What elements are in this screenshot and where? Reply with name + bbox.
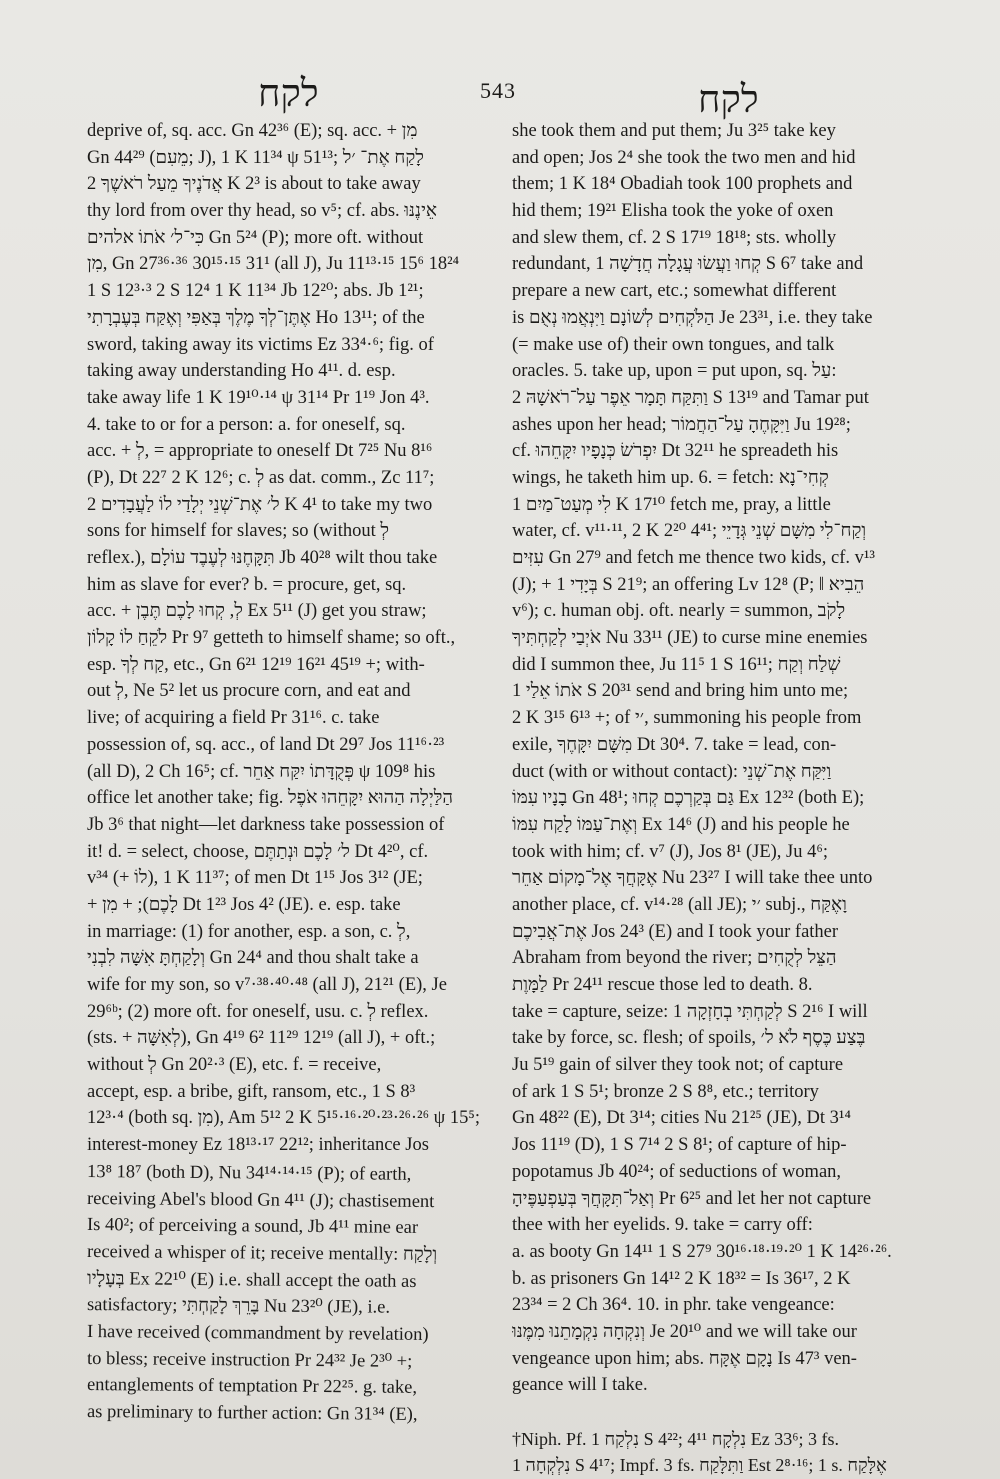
left-column-line: 4. take to or for a person: a. for oneself, sq. [87,414,406,435]
right-column-line: (J); + בְּיָדִי 1 S 21⁹; an offering Lv 12⁸ (P; ‖ הֵבִיא [512,574,865,595]
left-column-line: esp. קַח לְךָ, etc., Gn 6²¹ 12¹⁹ 16²¹ 45¹⁹ +; with- [87,654,425,675]
right-column-line: prepare a new cart, etc.; somewhat different [512,281,837,302]
left-column-line: satisfactory; בָּרֵךְ לָקַחְתִּי Nu 23²⁰ (JE), i.e. [86,1295,391,1318]
left-column-line: אֶתֶּן־לְךָ מֶלֶךְ בְּאַפִּי וְאֶקַּח בְּעֶבְרָתִי Ho 13¹¹; of the [87,307,425,328]
right-column-line: geance will I take. [512,1375,648,1396]
left-column-line: I have received (commandment by revelation) [86,1321,429,1345]
right-column-line: a. as booty Gn 14¹¹ 1 S 27⁹ 30¹⁶·¹⁸·¹⁹·²⁰ 1 K 14²⁶·²⁶. [512,1241,892,1262]
left-column-line: interest-money Ez 18¹³·¹⁷ 22¹²; inheritance Jos [87,1135,429,1156]
right-column-line: Ju 5¹⁹ gain of silver they took not; of capture [512,1055,844,1076]
left-column-line: acc. + לְ, = appropriate to oneself Dt 7²⁵ Nu 8¹⁶ [87,441,433,462]
right-column-line: ashes upon her head; וַיִּקָּחֶהָ עַל־הַחֲמוֹר Ju 19²⁸; [512,414,851,435]
right-column-line: exile, מִשָּׁם יִקָּחֶךָ Dt 30⁴. 7. take = lead, con- [512,734,837,755]
left-column-line: deprive of, sq. acc. Gn 42³⁶ (E); sq. acc. + מִן [87,121,418,141]
right-column-line: and open; Jos 2⁴ she took the two men and hid [512,147,856,168]
right-column-line: בָנָיו עִמּוֹ Gn 48¹; גַּם בְּקַרְכֶם קְחוּ Ex 12³² (both E); [512,788,865,809]
left-column-line: (sts. + לְאִשָּׁה), Gn 4¹⁹ 6² 11²⁹ 12¹⁹ (all J), + oft.; [87,1028,436,1049]
right-column-line: לַמָּוֶת Pr 24¹¹ rescue those led to death. 8. [512,975,813,995]
left-column-line: Is 40²; of perceiving a sound, Jb 4¹¹ mine ear [86,1215,419,1239]
right-column-line: אֹיְבַי לְקַחְתִּיךָ Nu 33¹¹ (JE) to curse mine enemies [512,628,868,649]
right-column-line: (= make use of) their own tongues, and talk [512,334,835,355]
right-column-line: of ark 1 S 5¹; bronze 2 S 8⁸, etc.; territory [512,1081,819,1102]
right-column-line: redundant, קְחוּ וַעֲשׂוּ עֲגָלָה חֲדָשָׁה 1 S 6⁷ take and [512,254,864,275]
right-column-line: water, cf. v¹¹·¹¹, 2 K 2²⁰ 4⁴¹; וְקַח־לִי מִשָּׁם שְׁנֵי גְּדָיֵי [512,521,867,542]
right-column-line: take = capture, seize: לְקַחְתִּי בְחָזְקָה 1 S 2¹⁶ I will [512,1001,868,1022]
right-column-line: b. as prisoners Gn 14¹² 2 K 18³² = Is 36¹⁷, 2 K [512,1268,851,1289]
right-column-line: Gn 48²² (E), Dt 3¹⁴; cities Nu 21²⁵ (JE), Dt 3¹⁴ [512,1108,851,1129]
right-column-line: did I summon thee, Ju 11⁵ 1 S 16¹¹; שְׁלַח וְקַח [512,654,841,675]
right-column-line: them; 1 K 18⁴ Obadiah took 100 prophets and [512,174,853,195]
left-column-line: him as slave for ever? b. = procure, get, sq. [87,574,407,595]
right-column-line: Abraham from beyond the river; הַצֵּל לְקֻחִים [512,948,837,969]
right-column-line: אֶת־אֲבִיכֶם Jos 24³ (E) and I took your father [512,921,839,942]
right-column-line: take by force, sc. flesh; of spoils, בֶּצַע כֶּסֶף לֹא ל׳ [512,1028,866,1049]
right-column-line: she took them and put them; Ju 3²⁵ take key [512,121,836,141]
right-column-line: עִזִּים Gn 27⁹ and fetch me thence two kids, cf. v¹³ [512,548,875,568]
right-column-line: is הַלֹּקְחִים לְשׁוֹנָם וַיִּנְאֲמוּ נְאֻם Je 23³¹, i.e. they take [512,307,873,328]
right-column-line [512,1399,912,1426]
left-column-line: sons for himself for slaves; so (without לְ [87,521,390,542]
running-head-left: לקח [258,73,319,115]
right-column-line: וַתִּקַּח תָּמָר אֵפֶר עַל־רֹאשָׁהּ 2 S 13¹⁹ and Tamar put [512,387,869,408]
left-column-line: as preliminary to further action: Gn 31³⁴ (E), [86,1402,418,1425]
left-column-line: thy lord from over thy head, so v⁵; cf. abs. אֵינֶנּוּ [87,201,438,222]
right-column-line: vengeance upon him; abs. נָקָם אֶקָּח Is 47³ ven- [512,1348,857,1369]
left-column-line: וְלָקַחְתָּ אִשָּׁה לִבְנִי Gn 24⁴ and thou shalt take a [87,948,419,969]
right-column-line: and slew them, cf. 2 S 17¹⁹ 18¹⁸; sts. wholly [512,227,837,248]
left-column-line: 29⁶ᵇ; (2) more oft. for oneself, usu. c. לְ reflex. [87,1001,429,1022]
right-column-line: oracles. 5. take up, upon = put upon, sq. עַל: [512,361,837,382]
left-column-line: ל׳ אֶת־שְׁנֵי יְלָדַי לוֹ לַעֲבָדִים 2 K 4¹ to take my two [87,494,433,515]
left-column-line: (P), Dt 22⁷ 2 K 12⁶; c. לְ as dat. comm., Zc 11⁷; [87,467,435,488]
left-column-line: כִּי־ל׳ אֹתוֹ אלהים Gn 5²⁴ (P); more oft. without [87,227,424,248]
page-number: 543 [480,78,516,103]
left-column-line: in marriage: (1) for another, esp. a son, c. לְ, [87,921,411,942]
left-column-line: + לָכֶם); + מִן Dt 1²³ Jos 4² (JE). e. esp. take [87,894,401,915]
right-column-line: †Niph. Pf. נִלְקַח 1 S 4²²; נִלְקָח 4¹¹ Ez 33⁶; 3 fs. [512,1428,840,1449]
right-column-line: 2 K 3¹⁵ 6¹³ +; of ׳י, summoning his people from [512,708,862,729]
right-column-line: נִלְקְחָה 1 S 4¹⁷; Impf. 3 fs. וַתִּלָּקַח Est 2⁸·¹⁶; 1 s. אֶלָּקַח [512,1455,887,1476]
left-column-line: v³⁴ (+ לוֹ), 1 K 11³⁷; of men Dt 1¹⁵ Jos 3¹² (JE; [87,868,423,889]
left-column-line: reflex.), תִּקָּחֶנּוּ לְעֶבֶד עוֹלָם Jb 40²⁸ wilt thou take [87,548,438,568]
right-column-line: v⁶); c. human obj. oft. nearly = summon, לָקֹב [512,601,846,622]
left-column-line: Gn 44²⁹ (מֵעִם; J), 1 K 11³⁴ ψ 51¹³; לָקַח אֶת־ ׳ל [87,147,424,168]
right-column-line: אֹתוֹ אֵלַי 1 S 20³¹ send and bring him unto me; [512,681,849,702]
left-column-line: מִן, Gn 27³⁶·³⁶ 30¹⁵·¹⁵ 31¹ (all J), Ju 11¹³·¹⁵ 15⁶ 18²⁴ [87,254,460,275]
left-column-line: without לְ Gn 20²·³ (E), etc. f. = receive, [87,1055,382,1076]
left-column-line: לֹקֵחַ לוֹ קָלוֹן Pr 9⁷ getteth to himself shame; so oft., [87,628,456,649]
left-column-line: בְּעָלָיו Ex 22¹⁰ (E) i.e. shall accept the oath as [86,1268,417,1292]
right-column-line: Jos 11¹⁹ (D), 1 S 7¹⁴ 2 S 8¹; of capture of hip- [512,1135,847,1156]
left-column-line: received a whisper of it; receive mentally: וְלָקַח [86,1241,438,1265]
running-head-right: לקח [698,79,759,121]
left-column-line: wife for my son, so v⁷·³⁸·⁴⁰·⁴⁸ (all J), 21²¹ (E), Je [87,975,447,995]
left-column-line: it! d. = select, choose, ל׳ לָכֶם וּנְתַתֶּם Dt 4²⁰, cf. [87,841,429,862]
right-column-line: popotamus Jb 40²⁴; of seductions of woman, [512,1161,842,1182]
left-column-line: entanglements of temptation Pr 22²⁵. g. take, [86,1375,418,1399]
left-column-line: accept, esp. a bribe, gift, ransom, etc., 1 S 8³ [87,1081,416,1102]
right-column-line: cf. יִפְרֹשׂ כְּנָפָיו יִקָּחֵהוּ Dt 32¹¹ he spreadeth his [512,441,839,462]
left-column-line: to bless; receive instruction Pr 24³² Je 2³⁰ +; [86,1348,413,1372]
right-column-line: wings, he taketh him up. 6. = fetch: קְחִי־נָא [512,467,829,488]
left-column-line: 13⁸ 18⁷ (both D), Nu 34¹⁴·¹⁴·¹⁵ (P); of earth, [86,1161,412,1185]
right-column-line: duct (with or without contact): וַיִּקַּח אֶת־שְׁנֵי [512,761,832,782]
left-column-line: 1 S 12³·³ 2 S 12⁴ 1 K 11³⁴ Jb 12²⁰; abs. Jb 1²¹; [87,281,424,302]
right-column-line: another place, cf. v¹⁴·²⁸ (all JE); ׳י subj., וָאֶקַּח [512,894,847,915]
left-column [87,118,490,1426]
right-column-line: לִי מְעַט־מַיִם 1 K 17¹⁰ fetch me, pray, a little [512,494,831,515]
left-column-line: office let another take; fig. הַלַּיְלָה הַהוּא יִקָּחֵהוּ אֹפֶל [87,788,453,809]
right-column-line: אֶקָּחֲךָ אֶל־מָקוֹם אַחֵר Nu 23²⁷ I will take thee unto [512,868,873,889]
left-column-line: out לְ, Ne 5² let us procure corn, and eat and [87,681,411,702]
left-column-line: live; of acquiring a field Pr 31¹⁶. c. take [87,708,380,729]
left-column-line: (all D), 2 Ch 16⁵; cf. פְּקֻדָּתוֹ יִקַּח אַחֵר ψ 109⁸ his [87,761,436,782]
right-column-line: וְאֶת־עַמּוֹ לָקַח עִמּוֹ Ex 14⁶ (J) and his people he [512,814,850,835]
right-column-line: thee with her eyelids. 9. take = carry off: [512,1215,813,1236]
right-column-line: took with him; cf. v⁷ (J), Jos 8¹ (JE), Ju 4⁶; [512,841,828,862]
left-column-line: take away life 1 K 19¹⁰·¹⁴ ψ 31¹⁴ Pr 1¹⁹ Jon 4³. [87,387,430,408]
right-column [512,118,912,1479]
left-column-line: אֲדֹנֶיךָ מֵעַל רֹאשֶׁךָ 2 K 2³ is about to take away [87,174,421,195]
left-column-line: 12³·⁴ (both sq. מִן), Am 5¹² 2 K 5¹⁵·¹⁶·²⁰·²³·²⁶·²⁶ ψ 15⁵; [87,1108,480,1129]
left-column-line: receiving Abel's blood Gn 4¹¹ (J); chastisement [86,1188,435,1212]
right-column-line: וְנִקְחָה נִקְמָתֵנוּ מִמֶּנּוּ Je 20¹⁰ and we will take our [512,1321,857,1342]
right-column-line: hid them; 19²¹ Elisha took the yoke of oxen [512,201,834,222]
left-column-line: possession of, sq. acc., of land Dt 29⁷ Jos 11¹⁶·²³ [87,734,445,755]
left-column-line: taking away understanding Ho 4¹¹. d. esp. [87,361,396,382]
right-column-line: 23³⁴ = 2 Ch 36⁴. 10. in phr. take vengeance: [512,1295,835,1316]
left-column-line: sword, taking away its victims Ez 33⁴·⁶; fig. of [87,334,434,355]
left-column-line: Jb 3⁶ that night—let darkness take possession of [87,814,445,835]
left-column-line: acc. + לְ, קְחוּ לָכֶם תֶּבֶן Ex 5¹¹ (J) get you straw; [87,601,427,622]
right-column-line: וְאַל־תִּקָּחֲךָ בְּעַפְעַפֶּיהָ Pr 6²⁵ and let her not capture [512,1188,872,1209]
